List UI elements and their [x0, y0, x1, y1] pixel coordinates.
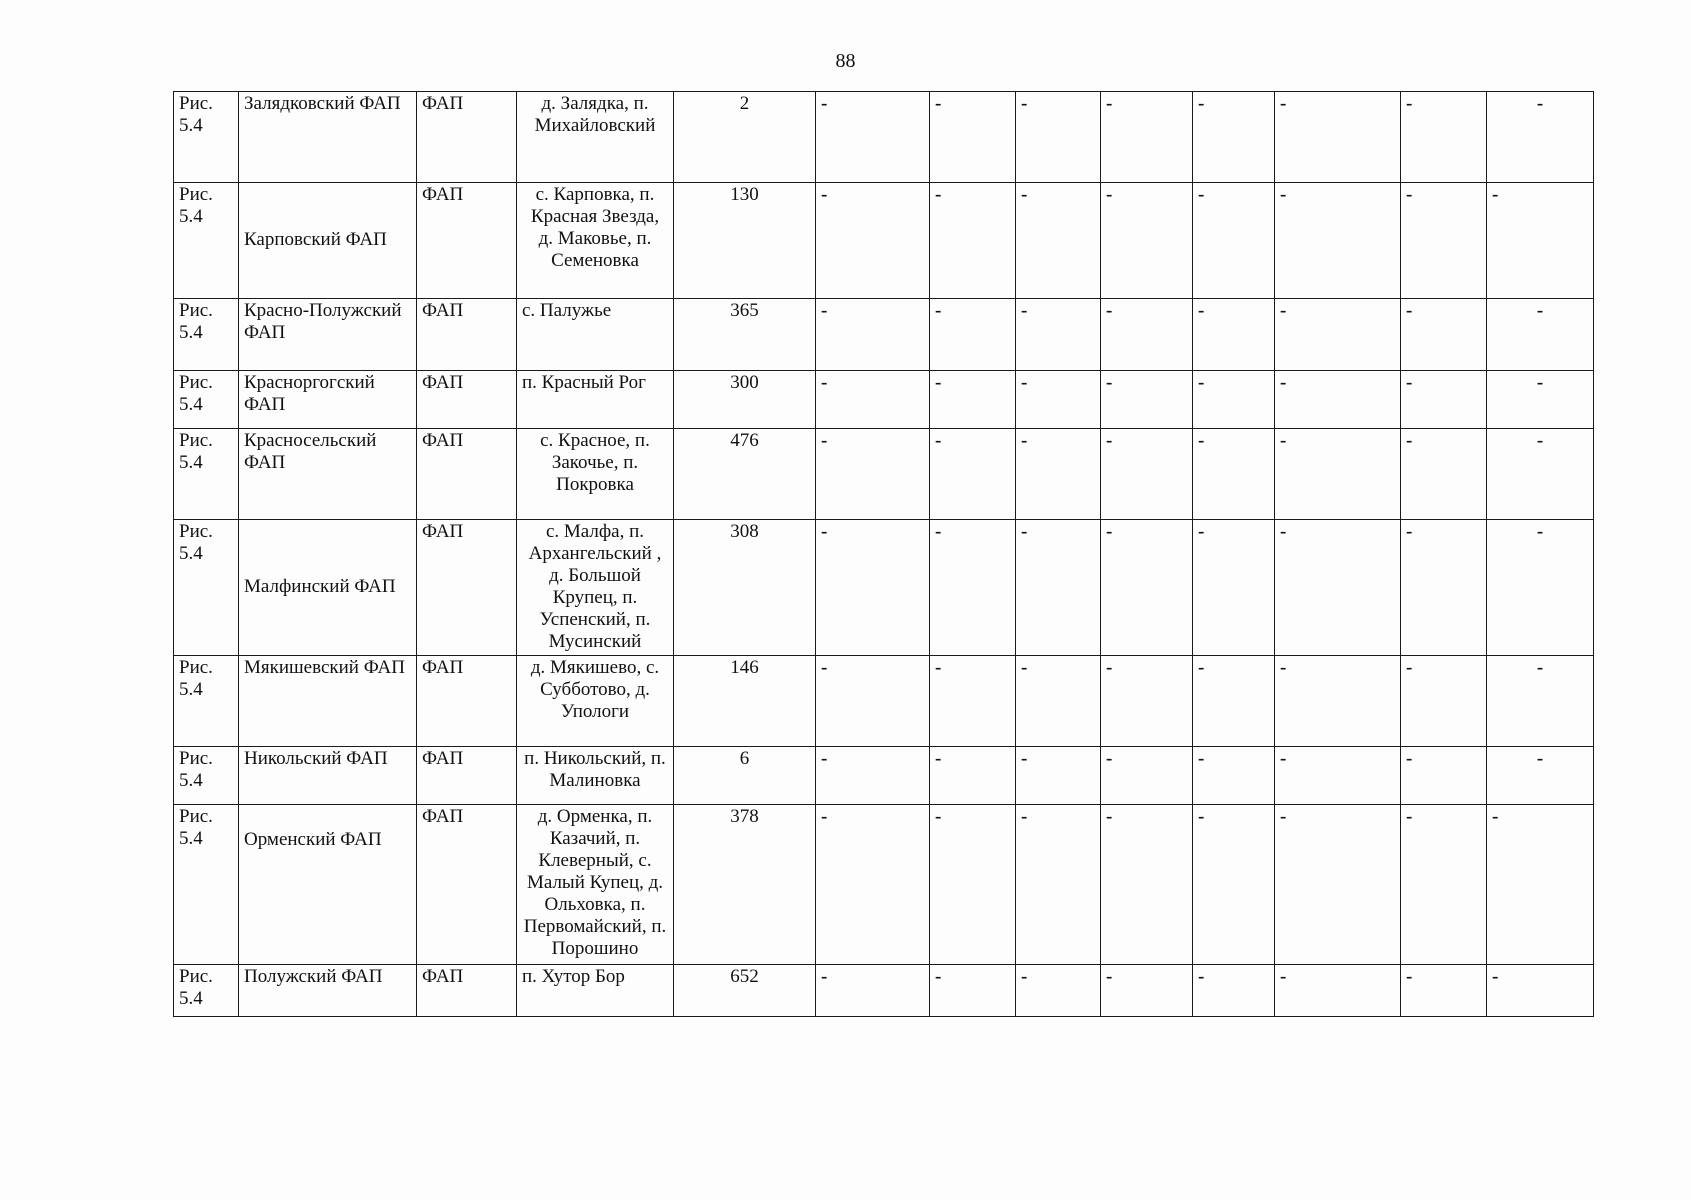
figure-ref-cell: Рис. 5.4 [174, 299, 239, 371]
value-cell: - [1275, 805, 1401, 965]
facility-type-cell: ФАП [417, 92, 517, 183]
count-cell: 146 [674, 656, 816, 747]
facility-name-text: Орменский ФАП [244, 829, 382, 850]
settlements-cell: п. Красный Рог [517, 371, 674, 429]
count-cell: 378 [674, 805, 816, 965]
value-cell: - [1401, 183, 1487, 299]
value-cell: - [1275, 299, 1401, 371]
value-cell: - [816, 429, 930, 520]
count-cell: 2 [674, 92, 816, 183]
value-cell: - [816, 299, 930, 371]
settlements-cell: с. Малфа, п. Архангельский , д. Большой Крупец, п. Успенский, п. Мусинский [517, 520, 674, 656]
value-cell: - [1275, 656, 1401, 747]
value-cell: - [1016, 805, 1101, 965]
table-row [174, 965, 1594, 1017]
count-cell: 652 [674, 965, 816, 1017]
count-cell: 6 [674, 747, 816, 805]
value-cell: - [930, 371, 1016, 429]
value-cell: - [1275, 183, 1401, 299]
facility-type-cell: ФАП [417, 656, 517, 747]
figure-ref-cell: Рис. 5.4 [174, 520, 239, 656]
value-cell: - [1193, 183, 1275, 299]
value-cell: - [1101, 92, 1193, 183]
facility-name-cell: Никольский ФАП [239, 747, 417, 805]
count-cell: 130 [674, 183, 816, 299]
value-cell: - [1101, 805, 1193, 965]
table-row [174, 299, 1594, 371]
value-cell: - [1401, 805, 1487, 965]
facility-type-cell: ФАП [417, 965, 517, 1017]
value-cell: - [1275, 747, 1401, 805]
value-cell: - [1193, 965, 1275, 1017]
facility-type-cell: ФАП [417, 429, 517, 520]
facility-name-cell: Залядковский ФАП [239, 92, 417, 183]
value-cell: - [1193, 299, 1275, 371]
value-cell: - [930, 299, 1016, 371]
figure-ref-cell: Рис. 5.4 [174, 429, 239, 520]
value-cell: - [1193, 656, 1275, 747]
figure-ref-cell: Рис. 5.4 [174, 656, 239, 747]
value-cell: - [1275, 965, 1401, 1017]
value-cell: - [1101, 299, 1193, 371]
value-cell: - [1101, 656, 1193, 747]
value-cell: - [1401, 965, 1487, 1017]
table-row [174, 520, 1594, 656]
count-cell: 476 [674, 429, 816, 520]
table-row [174, 656, 1594, 747]
figure-ref-cell: Рис. 5.4 [174, 183, 239, 299]
value-cell: - [1101, 965, 1193, 1017]
value-cell: - [1487, 656, 1594, 747]
figure-ref-cell: Рис. 5.4 [174, 747, 239, 805]
table-row [174, 429, 1594, 520]
value-cell: - [1016, 371, 1101, 429]
facility-name-cell: Полужский ФАП [239, 965, 417, 1017]
value-cell: - [1101, 429, 1193, 520]
table-row [174, 747, 1594, 805]
value-cell: - [930, 656, 1016, 747]
value-cell: - [930, 183, 1016, 299]
value-cell: - [1401, 429, 1487, 520]
value-cell: - [1016, 965, 1101, 1017]
count-cell: 300 [674, 371, 816, 429]
facility-name-cell: Красноргогский ФАП [239, 371, 417, 429]
value-cell: - [1487, 371, 1594, 429]
settlements-cell: д. Залядка, п. Михайловский [517, 92, 674, 183]
facility-name-cell: Красносельский ФАП [239, 429, 417, 520]
value-cell: - [1487, 805, 1594, 965]
settlements-cell: с. Палужье [517, 299, 674, 371]
value-cell: - [1016, 747, 1101, 805]
settlements-cell: с. Карповка, п. Красная Звезда, д. Маковье, п. Семеновка [517, 183, 674, 299]
figure-ref-cell: Рис. 5.4 [174, 805, 239, 965]
count-cell: 365 [674, 299, 816, 371]
value-cell: - [1101, 520, 1193, 656]
facilities-table [173, 91, 1594, 1017]
table-row [174, 371, 1594, 429]
facility-type-cell: ФАП [417, 805, 517, 965]
value-cell: - [1487, 299, 1594, 371]
value-cell: - [816, 656, 930, 747]
settlements-cell: п. Хутор Бор [517, 965, 674, 1017]
table-row [174, 805, 1594, 965]
value-cell: - [1401, 747, 1487, 805]
value-cell: - [816, 805, 930, 965]
figure-ref-cell: Рис. 5.4 [174, 92, 239, 183]
value-cell: - [816, 183, 930, 299]
value-cell: - [1193, 92, 1275, 183]
value-cell: - [1193, 747, 1275, 805]
value-cell: - [1487, 965, 1594, 1017]
facility-name-cell: Красно-Полужский ФАП [239, 299, 417, 371]
value-cell: - [1487, 429, 1594, 520]
facility-type-cell: ФАП [417, 183, 517, 299]
value-cell: - [1275, 429, 1401, 520]
facility-name-cell: Мякишевский ФАП [239, 656, 417, 747]
value-cell: - [930, 747, 1016, 805]
value-cell: - [930, 92, 1016, 183]
facility-name-cell: Карповский ФАП [239, 183, 417, 299]
facility-name-cell: Малфинский ФАП [239, 520, 417, 656]
value-cell: - [1275, 371, 1401, 429]
value-cell: - [1193, 429, 1275, 520]
value-cell: - [1487, 520, 1594, 656]
value-cell: - [1101, 183, 1193, 299]
table-row [174, 92, 1594, 183]
facility-name-cell [239, 805, 417, 965]
value-cell: - [1016, 429, 1101, 520]
value-cell: - [1275, 92, 1401, 183]
facility-type-cell: ФАП [417, 747, 517, 805]
table-row [174, 183, 1594, 299]
value-cell: - [1487, 183, 1594, 299]
figure-ref-cell: Рис. 5.4 [174, 371, 239, 429]
value-cell: - [1401, 92, 1487, 183]
value-cell: - [1016, 656, 1101, 747]
settlements-cell: д. Мякишево, с. Субботово, д. Упологи [517, 656, 674, 747]
settlements-cell: с. Красное, п. Закочье, п. Покровка [517, 429, 674, 520]
settlements-cell: д. Орменка, п. Казачий, п. Клеверный, с. Малый Купец, д. Ольховка, п. Первомайский, п. Порошино [517, 805, 674, 965]
value-cell: - [1193, 371, 1275, 429]
value-cell: - [930, 520, 1016, 656]
value-cell: - [1401, 371, 1487, 429]
value-cell: - [1016, 299, 1101, 371]
facility-type-cell: ФАП [417, 371, 517, 429]
value-cell: - [1401, 656, 1487, 747]
value-cell: - [930, 429, 1016, 520]
value-cell: - [816, 965, 930, 1017]
value-cell: - [930, 805, 1016, 965]
value-cell: - [1016, 183, 1101, 299]
value-cell: - [930, 965, 1016, 1017]
value-cell: - [1101, 747, 1193, 805]
value-cell: - [1193, 805, 1275, 965]
value-cell: - [1401, 299, 1487, 371]
value-cell: - [816, 92, 930, 183]
value-cell: - [1101, 371, 1193, 429]
settlements-cell: п. Никольский, п. Малиновка [517, 747, 674, 805]
value-cell: - [1487, 92, 1594, 183]
value-cell: - [1016, 520, 1101, 656]
value-cell: - [816, 747, 930, 805]
value-cell: - [1016, 92, 1101, 183]
page-number: 88 [835, 50, 856, 72]
count-cell: 308 [674, 520, 816, 656]
figure-ref-cell: Рис. 5.4 [174, 965, 239, 1017]
value-cell: - [1275, 520, 1401, 656]
facility-type-cell: ФАП [417, 299, 517, 371]
facility-type-cell: ФАП [417, 520, 517, 656]
value-cell: - [1193, 520, 1275, 656]
value-cell: - [816, 371, 930, 429]
value-cell: - [1401, 520, 1487, 656]
value-cell: - [1487, 747, 1594, 805]
value-cell: - [816, 520, 930, 656]
